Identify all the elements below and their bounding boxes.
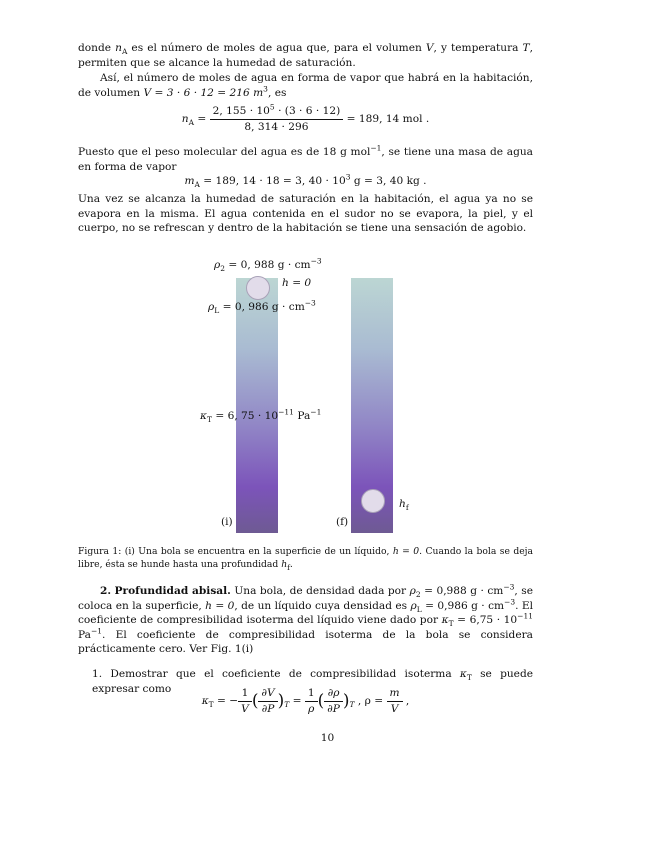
- numerator: [210, 104, 344, 120]
- figure-caption: [78, 546, 533, 571]
- math-sup: −3: [504, 597, 516, 607]
- math-sup: −3: [503, 582, 515, 592]
- fraction: [305, 686, 318, 716]
- text: = 0,986 g · cm: [421, 599, 505, 612]
- label-rhoL: [208, 300, 316, 315]
- math-dP: ∂P: [327, 702, 340, 715]
- paren-open: (: [251, 690, 259, 711]
- math-T: T: [522, 42, 530, 54]
- text: se puede expresar como: [92, 668, 534, 695]
- text: , se tiene una masa de agua en forma de vapor: [78, 146, 533, 173]
- text: · (3 · 6 · 12): [274, 105, 341, 117]
- ball-initial: [246, 276, 270, 300]
- math-sub: A: [188, 118, 195, 128]
- paragraph-saturation: Una vez se alcanza la humedad de saturación en la habitación, el agua ya no se evapora en la misma. El agua contenida en el sudor no se evapora, la piel, y el cuerpo, no se refrescan y dentro de la habitación se tiene una sensación de agobio.: [78, 193, 533, 235]
- math-rho: ρ: [214, 259, 221, 271]
- denominator: 8, 314 · 296: [244, 120, 309, 133]
- text: ,: [402, 695, 410, 708]
- math-h0: h = 0: [205, 599, 235, 612]
- text: . Cuando la bola se deja libre, ésta se hunde hasta una profundidad: [78, 546, 533, 570]
- text: , ρ =: [354, 695, 387, 708]
- math-equals: =: [194, 113, 210, 126]
- text: Figura 1: (i) Una bola se encuentra en la superficie de un líquido,: [78, 546, 393, 557]
- math-V: V: [241, 702, 249, 715]
- text: 2, 155 · 10: [212, 105, 270, 117]
- text: , y temperatura: [433, 42, 523, 54]
- math-equals: =: [289, 695, 305, 708]
- paren-close: ): [342, 690, 350, 711]
- text: , se coloca en la superficie,: [78, 585, 533, 612]
- math-rho: ρ: [308, 702, 315, 715]
- label-h0: [282, 276, 311, 291]
- fraction: [258, 686, 277, 716]
- text: es el número de moles de agua que, para el volumen: [127, 42, 426, 54]
- math-drho: ∂ρ: [327, 687, 340, 699]
- math-V: V: [425, 42, 434, 54]
- problem-title: Profundidad abisal.: [114, 585, 231, 597]
- math-h: h: [399, 498, 406, 510]
- denominator: [238, 702, 252, 717]
- fraction: [324, 686, 343, 716]
- text: .: [289, 558, 293, 570]
- liquid-column-initial: [236, 278, 278, 533]
- text: , permiten que se alcance la humedad de saturación.: [78, 42, 533, 69]
- math-mA: m: [184, 175, 195, 187]
- math-dP: ∂P: [261, 702, 275, 715]
- text: = 0,988 g · cm: [420, 585, 504, 597]
- label-final: (f): [336, 516, 349, 528]
- text: = 189, 14 · 18 = 3, 40 · 10: [199, 175, 346, 187]
- text: = 0, 988 g · cm: [225, 259, 311, 271]
- math-sup: 3: [345, 172, 351, 182]
- numerator: [258, 686, 277, 702]
- math-sub: A: [121, 47, 128, 57]
- denominator: [324, 702, 343, 717]
- math-h: h: [281, 558, 288, 570]
- fraction: [387, 686, 403, 716]
- text: . El coeficiente de compresibilidad isoterma del líquido viene dado por: [78, 599, 533, 627]
- math-sub: L: [416, 604, 422, 614]
- text: Una bola, de densidad dada por: [230, 585, 410, 597]
- math-nA: n: [181, 113, 189, 126]
- math-dV: ∂V: [261, 687, 275, 699]
- math-sup: −11: [517, 611, 533, 621]
- math-h0: h = 0: [392, 546, 420, 557]
- math-T: T: [284, 700, 290, 710]
- text: , es: [267, 86, 287, 99]
- math-sup: 5: [269, 102, 275, 112]
- denominator: [258, 702, 277, 717]
- math-sub: f: [405, 503, 409, 513]
- math-nA: n: [115, 42, 122, 54]
- math-sub: T: [206, 415, 212, 425]
- math-sub: 2: [220, 264, 226, 274]
- fraction: [210, 104, 344, 134]
- text: Puesto que el peso molecular del agua es de 18 g mol: [78, 146, 371, 158]
- text: = 6,75 · 10: [453, 614, 518, 627]
- paren-open: (: [317, 690, 325, 711]
- math-sub: 2: [415, 590, 421, 600]
- math-rho: ρ: [208, 301, 215, 313]
- label-rho2: [214, 258, 322, 273]
- equation-mass: [78, 174, 533, 189]
- math-rho: ρ: [409, 585, 416, 597]
- math-V: V: [390, 702, 399, 715]
- math-sup: −3: [304, 298, 316, 308]
- numerator: [387, 686, 403, 702]
- math-equals: = −: [213, 695, 239, 708]
- paragraph-room-volume: [78, 71, 533, 100]
- math-sub: T: [208, 700, 214, 710]
- math-result: = 189, 14 mol .: [343, 113, 430, 126]
- problem-statement: [78, 584, 533, 657]
- math-sup: −11: [278, 407, 294, 417]
- ball-final: [361, 489, 385, 513]
- math-kappa: κ: [200, 410, 207, 422]
- math-m: m: [389, 687, 400, 699]
- text: g = 3, 40 kg .: [350, 175, 427, 187]
- paragraph-molecular-weight: [78, 145, 533, 174]
- math-sub: A: [194, 180, 200, 190]
- paren-close: ): [277, 690, 285, 711]
- page-number: 10: [320, 732, 335, 744]
- math-sup: −1: [370, 143, 382, 153]
- math-rho: ρ: [410, 599, 417, 612]
- math-sup: −1: [310, 407, 322, 417]
- text: = 0, 986 g · cm: [219, 301, 305, 313]
- math-sup: −1: [90, 626, 103, 636]
- fraction: [238, 686, 252, 716]
- numerator: 1: [238, 686, 252, 702]
- math-h0: h = 0: [282, 277, 312, 289]
- math-sub: L: [214, 306, 220, 316]
- math-T: T: [349, 700, 355, 710]
- math-sub: f: [287, 562, 290, 572]
- text: Pa: [78, 628, 91, 641]
- math-sub: T: [466, 673, 472, 683]
- text: . El coeficiente de compresibilidad isoterma de la bola se considera prácticamente cero. Ver Fig. 1(i): [78, 628, 533, 656]
- text: Demostrar que el coeficiente de compresibilidad isoterma: [110, 668, 460, 680]
- paragraph-moles-definition: [78, 41, 533, 70]
- label-hf: [399, 497, 409, 512]
- math-sup: 3: [263, 84, 268, 94]
- problem-number: 2.: [100, 585, 112, 597]
- label-kappa: [200, 409, 321, 424]
- numerator: [324, 686, 343, 702]
- denominator: [305, 702, 318, 717]
- text: Pa: [293, 410, 311, 422]
- text: , de un líquido cuya densidad es: [234, 599, 411, 612]
- denominator: [387, 702, 403, 717]
- text: donde: [78, 42, 116, 54]
- math-sub: T: [448, 619, 454, 629]
- equation-moles: [78, 104, 533, 134]
- math-kappa: κ: [201, 695, 209, 708]
- math-kappa: κ: [459, 668, 467, 680]
- math-volume: V = 3 · 6 · 12 = 216 m: [143, 86, 264, 99]
- text: = 6, 75 · 10: [211, 410, 279, 422]
- list-number: 1.: [92, 668, 103, 680]
- math-sup: −3: [310, 256, 322, 266]
- math-kappa: κ: [441, 614, 449, 627]
- numerator: 1: [305, 686, 318, 702]
- equation-compressibility: [78, 686, 533, 716]
- text: Así, el número de moles de agua en forma de vapor que habrá en la habitación, de volumen: [78, 72, 533, 99]
- label-initial: (i): [221, 516, 233, 528]
